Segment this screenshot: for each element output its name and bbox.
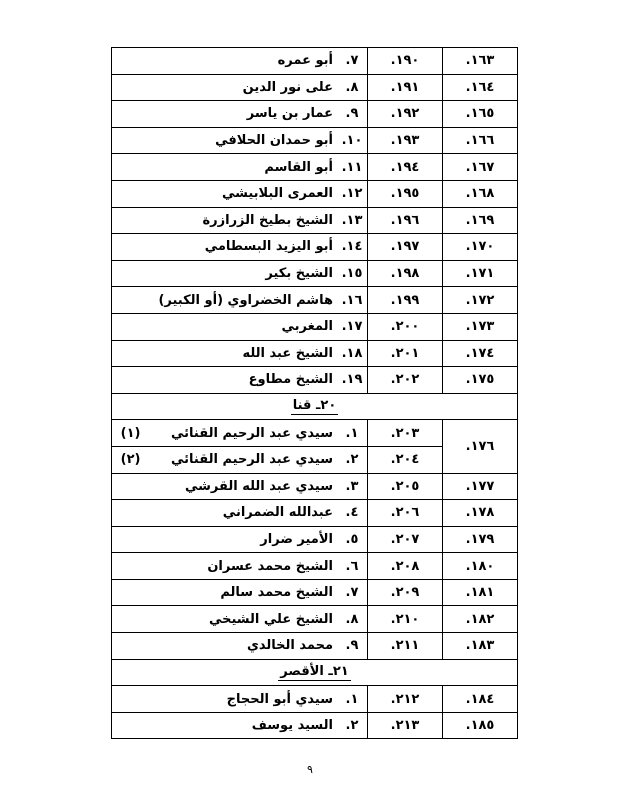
main-number-cell: ١٧٩. xyxy=(443,526,518,553)
table-row xyxy=(112,234,518,261)
table-row xyxy=(112,180,518,207)
name-cell: الشيخ مطاوع xyxy=(112,367,338,394)
name-cell: أبو اليزيد البسطامي xyxy=(112,234,338,261)
table-row xyxy=(112,712,518,739)
local-number-cell: ١٥. xyxy=(337,260,368,287)
main-number-cell: ١٧٦. xyxy=(443,420,518,473)
local-number-cell: ٧. xyxy=(337,579,368,606)
main-number-cell: ١٧٥. xyxy=(443,367,518,394)
sub-number-cell: ١٩٥. xyxy=(368,180,443,207)
sub-number-cell: ١٩٤. xyxy=(368,154,443,181)
local-number-cell: ٩. xyxy=(337,633,368,660)
name-cell: الشيخ بطيخ الزرازرة xyxy=(112,207,338,234)
sub-number-cell: ٢١١. xyxy=(368,633,443,660)
main-number-cell: ١٧٣. xyxy=(443,313,518,340)
table-row xyxy=(112,633,518,660)
footnote-marker: (١) xyxy=(120,425,141,441)
name-cell: السيد يوسف xyxy=(112,712,338,739)
main-number-cell: ١٧٤. xyxy=(443,340,518,367)
name-cell xyxy=(112,446,338,473)
sub-number-cell: ٢١٣. xyxy=(368,712,443,739)
name-cell: الشيخ بكير xyxy=(112,260,338,287)
local-number-cell: ١. xyxy=(337,420,368,447)
main-number-cell: ١٨١. xyxy=(443,579,518,606)
section-heading-luxor xyxy=(112,659,518,686)
table-row xyxy=(112,287,518,314)
local-number-cell: ٨. xyxy=(337,606,368,633)
section-row-qena xyxy=(112,393,518,420)
main-number-cell: ١٨٢. xyxy=(443,606,518,633)
main-number-cell: ١٦٨. xyxy=(443,180,518,207)
main-number-cell: ١٨٤. xyxy=(443,686,518,713)
name-cell: سيدي عبد الله القرشي xyxy=(112,473,338,500)
sub-number-cell: ١٩٨. xyxy=(368,260,443,287)
name-cell: سيدي أبو الحجاج xyxy=(112,686,338,713)
sub-number-cell: ٢٠١. xyxy=(368,340,443,367)
local-number-cell: ١٩. xyxy=(337,367,368,394)
name-cell: الشيخ محمد عسران xyxy=(112,553,338,580)
main-number-cell: ١٦٣. xyxy=(443,48,518,75)
name-cell: الشيخ محمد سالم xyxy=(112,579,338,606)
table-row xyxy=(112,420,518,447)
main-number-cell: ١٨٠. xyxy=(443,553,518,580)
sub-number-cell: ٢٠٠. xyxy=(368,313,443,340)
main-number-cell: ١٨٥. xyxy=(443,712,518,739)
table-row xyxy=(112,207,518,234)
name-cell: أبو حمدان الحلافي xyxy=(112,127,338,154)
name-cell: أبو القاسم xyxy=(112,154,338,181)
sub-number-cell: ١٩٣. xyxy=(368,127,443,154)
table-row xyxy=(112,686,518,713)
name-text: سيدي عبد الرحيم القنائي xyxy=(171,452,333,468)
table-row xyxy=(112,48,518,75)
local-number-cell: ١١. xyxy=(337,154,368,181)
name-text: سيدي عبد الرحيم القنائي xyxy=(171,425,333,441)
page-number: ٩ xyxy=(307,763,313,776)
table-row xyxy=(112,367,518,394)
main-number-cell: ١٧١. xyxy=(443,260,518,287)
table-row xyxy=(112,500,518,527)
table-row xyxy=(112,101,518,128)
local-number-cell: ٢. xyxy=(337,712,368,739)
sub-number-cell: ١٩٦. xyxy=(368,207,443,234)
section-heading-qena xyxy=(112,393,518,420)
name-cell: عبدالله الضمراني xyxy=(112,500,338,527)
table-row xyxy=(112,579,518,606)
sub-number-cell: ٢٠٧. xyxy=(368,526,443,553)
sub-number-cell: ١٩١. xyxy=(368,74,443,101)
local-number-cell: ١٣. xyxy=(337,207,368,234)
local-number-cell: ٨. xyxy=(337,74,368,101)
table-row xyxy=(112,526,518,553)
local-number-cell: ٦. xyxy=(337,553,368,580)
local-number-cell: ١٨. xyxy=(337,340,368,367)
name-cell: المغربي xyxy=(112,313,338,340)
table-row xyxy=(112,154,518,181)
name-cell: محمد الخالدي xyxy=(112,633,338,660)
section-title-luxor: ٢١ـ الأقصر xyxy=(280,663,349,679)
footnote-marker: (٢) xyxy=(120,452,141,468)
sub-number-cell: ٢٠٨. xyxy=(368,553,443,580)
local-number-cell: ١٧. xyxy=(337,313,368,340)
name-cell: على نور الدين xyxy=(112,74,338,101)
sub-number-cell: ٢٠٦. xyxy=(368,500,443,527)
local-number-cell: ١٤. xyxy=(337,234,368,261)
table-row xyxy=(112,260,518,287)
section-title-qena: ٢٠ـ قنا xyxy=(292,398,337,414)
sub-number-cell: ٢٠٣. xyxy=(368,420,443,447)
main-number-cell: ١٧٢. xyxy=(443,287,518,314)
name-cell: الأمير ضرار xyxy=(112,526,338,553)
main-number-cell: ١٧٠. xyxy=(443,234,518,261)
sub-number-cell: ١٩٩. xyxy=(368,287,443,314)
local-number-cell: ٧. xyxy=(337,48,368,75)
main-number-cell: ١٦٩. xyxy=(443,207,518,234)
local-number-cell: ١٢. xyxy=(337,180,368,207)
main-number-cell: ١٦٦. xyxy=(443,127,518,154)
name-cell: الشيخ عبد الله xyxy=(112,340,338,367)
main-number-cell: ١٦٥. xyxy=(443,101,518,128)
sub-number-cell: ١٩٠. xyxy=(368,48,443,75)
main-number-cell: ١٦٧. xyxy=(443,154,518,181)
sub-number-cell: ٢١٢. xyxy=(368,686,443,713)
sub-number-cell: ٢١٠. xyxy=(368,606,443,633)
name-cell: عمار بن ياسر xyxy=(112,101,338,128)
local-number-cell: ١٦. xyxy=(337,287,368,314)
sub-number-cell: ١٩٢. xyxy=(368,101,443,128)
main-number-cell: ١٧٨. xyxy=(443,500,518,527)
main-number-cell: ١٦٤. xyxy=(443,74,518,101)
local-number-cell: ٩. xyxy=(337,101,368,128)
table-row xyxy=(112,553,518,580)
local-number-cell: ٤. xyxy=(337,500,368,527)
sub-number-cell: ١٩٧. xyxy=(368,234,443,261)
shrines-table xyxy=(111,47,518,739)
table-body xyxy=(112,48,518,739)
table-row xyxy=(112,340,518,367)
table-row xyxy=(112,127,518,154)
name-cell: الشيخ علي الشيخي xyxy=(112,606,338,633)
table-row xyxy=(112,74,518,101)
local-number-cell: ٥. xyxy=(337,526,368,553)
table-row xyxy=(112,606,518,633)
main-number-cell: ١٧٧. xyxy=(443,473,518,500)
local-number-cell: ١٠. xyxy=(337,127,368,154)
main-number-cell: ١٨٣. xyxy=(443,633,518,660)
name-cell: هاشم الخضراوي (أو الكبير) xyxy=(112,287,338,314)
name-cell: العمرى البلابيشي xyxy=(112,180,338,207)
local-number-cell: ٣. xyxy=(337,473,368,500)
table-row xyxy=(112,313,518,340)
local-number-cell: ٢. xyxy=(337,446,368,473)
name-cell xyxy=(112,420,338,447)
section-row-luxor xyxy=(112,659,518,686)
sub-number-cell: ٢٠٥. xyxy=(368,473,443,500)
sub-number-cell: ٢٠٤. xyxy=(368,446,443,473)
local-number-cell: ١. xyxy=(337,686,368,713)
sub-number-cell: ٢٠٢. xyxy=(368,367,443,394)
sub-number-cell: ٢٠٩. xyxy=(368,579,443,606)
name-cell: أبو عمره xyxy=(112,48,338,75)
table-row xyxy=(112,473,518,500)
